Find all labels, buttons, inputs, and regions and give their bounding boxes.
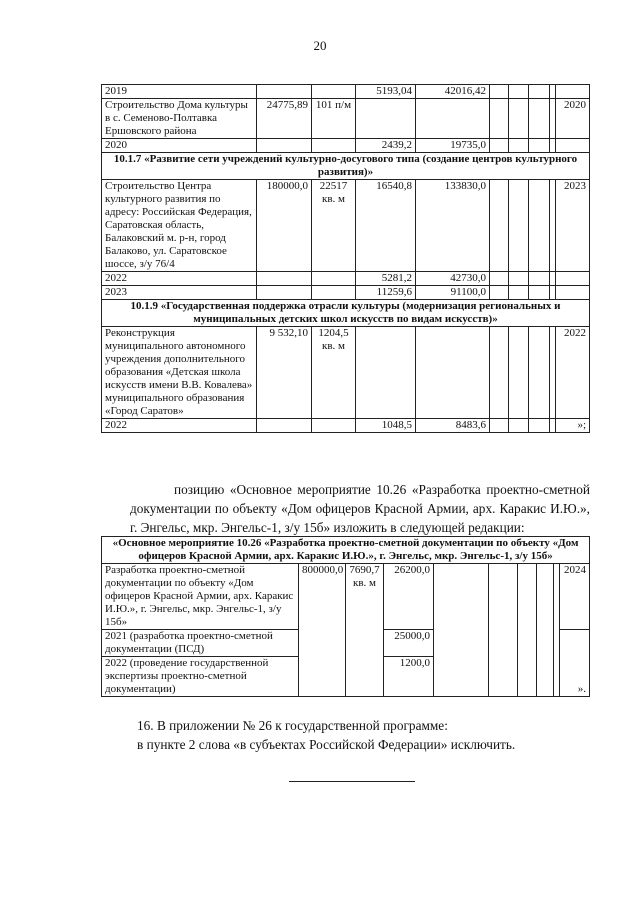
table-cell: 8483,6	[416, 419, 490, 433]
table-cell	[312, 85, 356, 99]
table-cell	[257, 85, 312, 99]
table-cell	[490, 419, 509, 433]
table-cell: 91100,0	[416, 286, 490, 300]
sub-row-2022: 2022 (проведение государственной экспертизы проектно-сметной документации)	[102, 657, 299, 697]
capacity: 7690,7 кв. м	[346, 564, 384, 697]
table-cell: Строительство Дома культуры в с. Семеново-Полтавка Ершовского района	[102, 99, 257, 139]
table-cell: 180000,0	[257, 180, 312, 272]
table-cell	[529, 286, 550, 300]
table-cell	[257, 286, 312, 300]
table-cell	[509, 85, 529, 99]
table-cell: 24775,89	[257, 99, 312, 139]
table-cell: 2019	[102, 85, 257, 99]
estimated-cost: 800000,0	[299, 564, 346, 697]
table-cell	[490, 99, 509, 139]
table-cell: 11259,6	[356, 286, 416, 300]
table-cell: 42730,0	[416, 272, 490, 286]
table-cell	[490, 139, 509, 153]
table-cell	[556, 85, 590, 99]
table-cell: 1048,5	[356, 419, 416, 433]
section-header: 10.1.7 «Развитие сети учреждений культурно-досугового типа (создание центров культурного развития)»	[102, 153, 590, 180]
table-cell	[556, 139, 590, 153]
fund-2022: 1200,0	[384, 657, 434, 697]
table-cell	[509, 272, 529, 286]
table-cell: 2023	[556, 180, 590, 272]
section-header: 10.1.9 «Государственная поддержка отрасли культуры (модернизация региональных и муниципальных детских школ искусств по видам искусств)»	[102, 300, 590, 327]
table-cell: 9 532,10	[257, 327, 312, 419]
section-header-row	[102, 300, 590, 327]
table-cell	[257, 139, 312, 153]
table-cell: 2439,2	[356, 139, 416, 153]
table-cell	[490, 180, 509, 272]
table-cell: 5193,04	[356, 85, 416, 99]
table-cell	[529, 327, 550, 419]
table-cell: 19735,0	[416, 139, 490, 153]
table-cell	[312, 272, 356, 286]
sub-row-2021: 2021 (разработка проектно-сметной документации (ПСД)	[102, 630, 299, 657]
table-cell: 16540,8	[356, 180, 416, 272]
table-cell	[529, 85, 550, 99]
measure-header: «Основное мероприятие 10.26 «Разработка проектно-сметной документации по объекту «Дом офицеров Красной Армии, арх. Каракис И.Ю.», г. Энгельс, мкр. Энгельс-1, з/у 15б»	[102, 537, 590, 564]
table-cell: 42016,42	[416, 85, 490, 99]
table-cell: 101 п/м	[312, 99, 356, 139]
paragraph-exclude: в пункте 2 слова «в субъектах Российской Федерации» исключить.	[137, 737, 516, 752]
table-cell: 2020	[556, 99, 590, 139]
fund-total: 26200,0	[384, 564, 434, 630]
table-cell: »;	[556, 419, 590, 433]
paragraph-appendix: 16. В приложении № 26 к государственной программе:	[137, 718, 448, 733]
table-cell	[312, 139, 356, 153]
table-cell	[490, 327, 509, 419]
table-cell	[490, 85, 509, 99]
table-row	[102, 272, 590, 286]
table-cell	[490, 272, 509, 286]
table-cell	[529, 99, 550, 139]
table-cell	[312, 419, 356, 433]
table-cell	[509, 286, 529, 300]
objects-table	[101, 84, 590, 433]
table-cell: 2022	[556, 327, 590, 419]
measure-10-26-table	[101, 536, 590, 697]
table-cell	[509, 139, 529, 153]
table-cell	[529, 180, 550, 272]
table-cell	[416, 327, 490, 419]
table-cell	[529, 139, 550, 153]
table-cell	[356, 327, 416, 419]
table-cell	[529, 272, 550, 286]
fund-2021: 25000,0	[384, 630, 434, 657]
table-cell	[509, 419, 529, 433]
table-cell	[257, 272, 312, 286]
table-cell: 2020	[102, 139, 257, 153]
closing-quote: ».	[560, 630, 590, 697]
end-divider	[289, 781, 415, 782]
table-cell: Реконструкция муниципального автономного учреждения дополнительного образования «Детская школа искусств имени В.В. Ковалева» муниципального образования «Город Саратов»	[102, 327, 257, 419]
completion-year: 2024	[560, 564, 590, 630]
table-cell	[509, 327, 529, 419]
table-cell	[490, 286, 509, 300]
table-cell: Строительство Центра культурного развития по адресу: Российская Федерация, Саратовская область, Балаковский м. р-н, город Балаково, ул. Саратовское шоссе, з/у 76/4	[102, 180, 257, 272]
table-cell	[556, 286, 590, 300]
table-row	[102, 419, 590, 433]
table-row	[102, 139, 590, 153]
table-cell: 2022	[102, 419, 257, 433]
section-header-row	[102, 153, 590, 180]
object-name: Разработка проектно-сметной документации по объекту «Дом офицеров Красной Армии, арх. Каракис И.Ю.», г. Энгельс, мкр. Энгельс-1, з/у 15б»	[102, 564, 299, 630]
table-cell: 5281,2	[356, 272, 416, 286]
table-row	[102, 180, 590, 272]
table-cell	[312, 286, 356, 300]
table-cell	[257, 419, 312, 433]
table-cell	[556, 272, 590, 286]
table-row	[102, 286, 590, 300]
table-cell: 22517 кв. м	[312, 180, 356, 272]
page-number: 20	[313, 38, 327, 53]
paragraph-amendment: позицию «Основное мероприятие 10.26 «Разработка проектно-сметной документации по объекту «Дом офицеров Красной Армии, арх. Каракис И.Ю.», г. Энгельс, мкр. Энгельс-1, з/у 15б» изложить в следующей редакции:	[130, 482, 590, 535]
table-cell	[416, 99, 490, 139]
table-cell: 2023	[102, 286, 257, 300]
table-row	[102, 85, 590, 99]
table-cell	[529, 419, 550, 433]
table-cell	[356, 99, 416, 139]
table-row	[102, 327, 590, 419]
table-row	[102, 99, 590, 139]
table-cell	[509, 180, 529, 272]
table-cell: 1204,5 кв. м	[312, 327, 356, 419]
table-cell	[509, 99, 529, 139]
table-cell: 133830,0	[416, 180, 490, 272]
table-cell: 2022	[102, 272, 257, 286]
